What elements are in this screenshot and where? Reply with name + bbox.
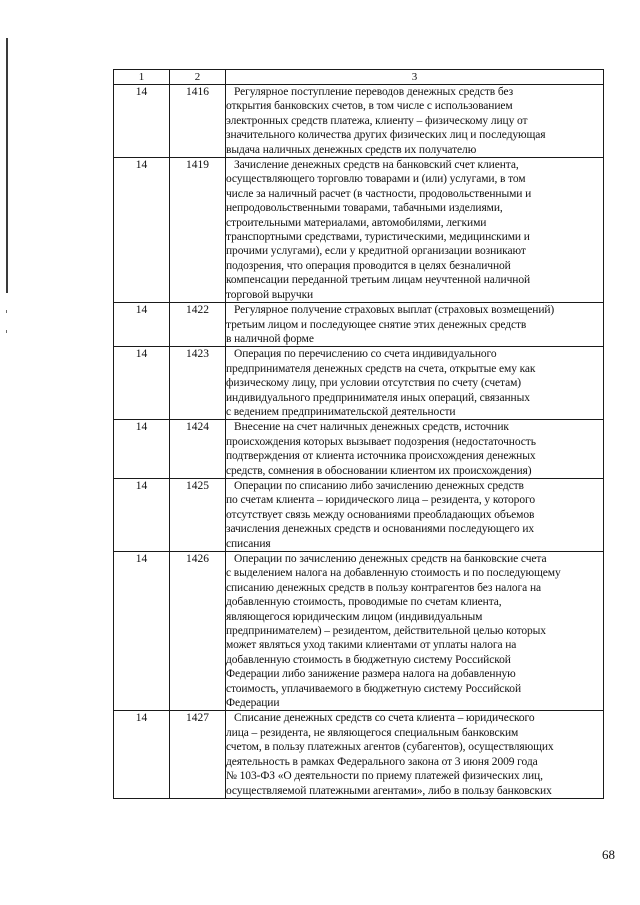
code-cell: 1427 [170, 711, 226, 798]
description-line: отсутствует связь между основаниями преобладающих объемов [226, 508, 535, 521]
header-cell-3: 3 [226, 70, 604, 85]
table-row [114, 478, 604, 551]
description-line: осуществляемой платежными агентами», либо в пользу банковских [226, 784, 552, 797]
description-line: Регулярное получение страховых выплат (страховых возмещений) [234, 304, 555, 317]
description-line: торговой выручки [226, 288, 314, 301]
description-line: третьим лицом и последующее снятие этих денежных средств [226, 318, 527, 331]
description-line: зачисления денежных средств и основаниями последующего их [226, 523, 535, 536]
chapter-cell: 14 [114, 420, 170, 479]
code-cell: 1419 [170, 158, 226, 303]
chapter-cell: 14 [114, 478, 170, 551]
description-cell [226, 347, 604, 420]
table-header-row [114, 70, 604, 85]
code-cell: 1422 [170, 303, 226, 347]
description-line: Федерации либо занижение размера налога на добавленную [226, 668, 516, 681]
table-row [114, 552, 604, 711]
description-line: счетом, в пользу платежных агентов (субагентов), осуществляющих [226, 741, 554, 754]
description-line: деятельность в рамках Федерального закона от 3 июня 2009 года [226, 755, 538, 768]
description-line: стоимость, уплачиваемого в бюджетную систему Российской [226, 682, 521, 695]
left-margin-line [6, 38, 8, 293]
description-line: лица – резидента, не являющегося специальным банковским [226, 726, 519, 739]
code-cell: 1424 [170, 420, 226, 479]
description-line: Регулярное поступление переводов денежных средств без [234, 86, 514, 98]
description-line: являющегося юридическим лицом (индивидуальным [226, 610, 483, 623]
description-cell [226, 303, 604, 347]
description-line: физическому лицу, при условии отсутствия по счету (счетам) [226, 377, 522, 390]
description-cell [226, 552, 604, 711]
description-line: подтверждения от клиента источника происхождения денежных [226, 450, 536, 463]
description-line: добавленную стоимость, проводимые по счетам клиента, [226, 596, 502, 609]
description-line: Операция по перечислению со счета индивидуального [234, 348, 497, 361]
header-cell-1: 1 [114, 70, 170, 85]
description-cell [226, 711, 604, 798]
header-cell-2: 2 [170, 70, 226, 85]
table-row [114, 420, 604, 479]
code-cell: 1416 [170, 85, 226, 158]
table-row [114, 85, 604, 158]
table-row [114, 347, 604, 420]
description-cell [226, 420, 604, 479]
description-line: строительными материалами, автомобилями, легкими [226, 216, 487, 229]
description-line: по счетам клиента – юридического лица – резидента, у которого [226, 494, 535, 507]
indicators-table [113, 69, 604, 799]
chapter-cell: 14 [114, 158, 170, 303]
description-line: в наличной форме [226, 332, 314, 345]
description-cell [226, 158, 604, 303]
description-line: непродовольственными товарами, табачными изделиями, [226, 202, 503, 215]
description-line: подозрения, что операция проводится в целях безналичной [226, 259, 511, 272]
description-line: списанию денежных средств в пользу контрагентов без налога на [226, 581, 542, 594]
description-line: компенсации переданной третьим лицам неучтенной наличной [226, 274, 531, 287]
description-line: индивидуального предпринимателя иных операций, связанных [226, 391, 530, 404]
description-line: № 103-ФЗ «О деятельности по приему платежей физических лиц, [226, 770, 543, 783]
description-line: списания [226, 537, 271, 550]
chapter-cell: 14 [114, 711, 170, 798]
code-cell: 1426 [170, 552, 226, 711]
description-line: Операции по зачислению денежных средств на банковские счета [234, 553, 547, 565]
description-line: Операции по списанию либо зачислению денежных средств [234, 479, 524, 492]
description-line: Зачисление денежных средств на банковский счет клиента, [234, 159, 519, 172]
description-line: выдача наличных денежных средств их получателю [226, 143, 477, 156]
description-line: может являться уход такими клиентами от уплаты налога на [226, 639, 517, 652]
description-line: происхождения которых вызывает подозрения (недостаточность [226, 435, 536, 448]
description-line: предпринимателем) – резидентом, действительной целью которых [226, 625, 546, 638]
chapter-cell: 14 [114, 303, 170, 347]
description-line: средств, сомнения в обосновании клиентом их происхождения) [226, 464, 532, 477]
chapter-cell: 14 [114, 347, 170, 420]
left-margin-mark [6, 310, 7, 313]
description-line: осуществляющего торговлю товарами и (или) услугами, в том [226, 173, 526, 186]
description-line: с ведением предпринимательской деятельности [226, 405, 456, 418]
description-line: прочими услугами), если у кредитной организации возникают [226, 245, 526, 258]
description-line: добавленную стоимость в бюджетную систему Российской [226, 653, 511, 666]
description-line: электронных средств платежа, клиенту – физическому лицу от [226, 114, 528, 127]
description-cell [226, 85, 604, 158]
description-line: Внесение на счет наличных денежных средств, источник [234, 421, 509, 434]
description-cell [226, 478, 604, 551]
table-row [114, 711, 604, 798]
code-cell: 1425 [170, 478, 226, 551]
description-line: Списание денежных средств со счета клиента – юридического [234, 712, 535, 725]
description-line: транспортными средствами, туристическими, медицинскими и [226, 231, 530, 244]
page-number: 68 [602, 847, 615, 862]
table-row [114, 158, 604, 303]
chapter-cell: 14 [114, 85, 170, 158]
description-line: с выделением налога на добавленную стоимость и по последующему [226, 567, 561, 580]
description-line: предпринимателя денежных средств на счета, открытые ему как [226, 362, 536, 375]
description-line: числе за наличный расчет (в частности, продовольственными и [226, 187, 532, 200]
table-row [114, 303, 604, 347]
description-line: Федерации [226, 697, 280, 710]
description-line: значительного количества других физических лиц и последующая [226, 129, 546, 142]
description-line: открытия банковских счетов, в том числе с использованием [226, 100, 513, 113]
chapter-cell: 14 [114, 552, 170, 711]
code-cell: 1423 [170, 347, 226, 420]
left-margin-mark [6, 330, 7, 333]
